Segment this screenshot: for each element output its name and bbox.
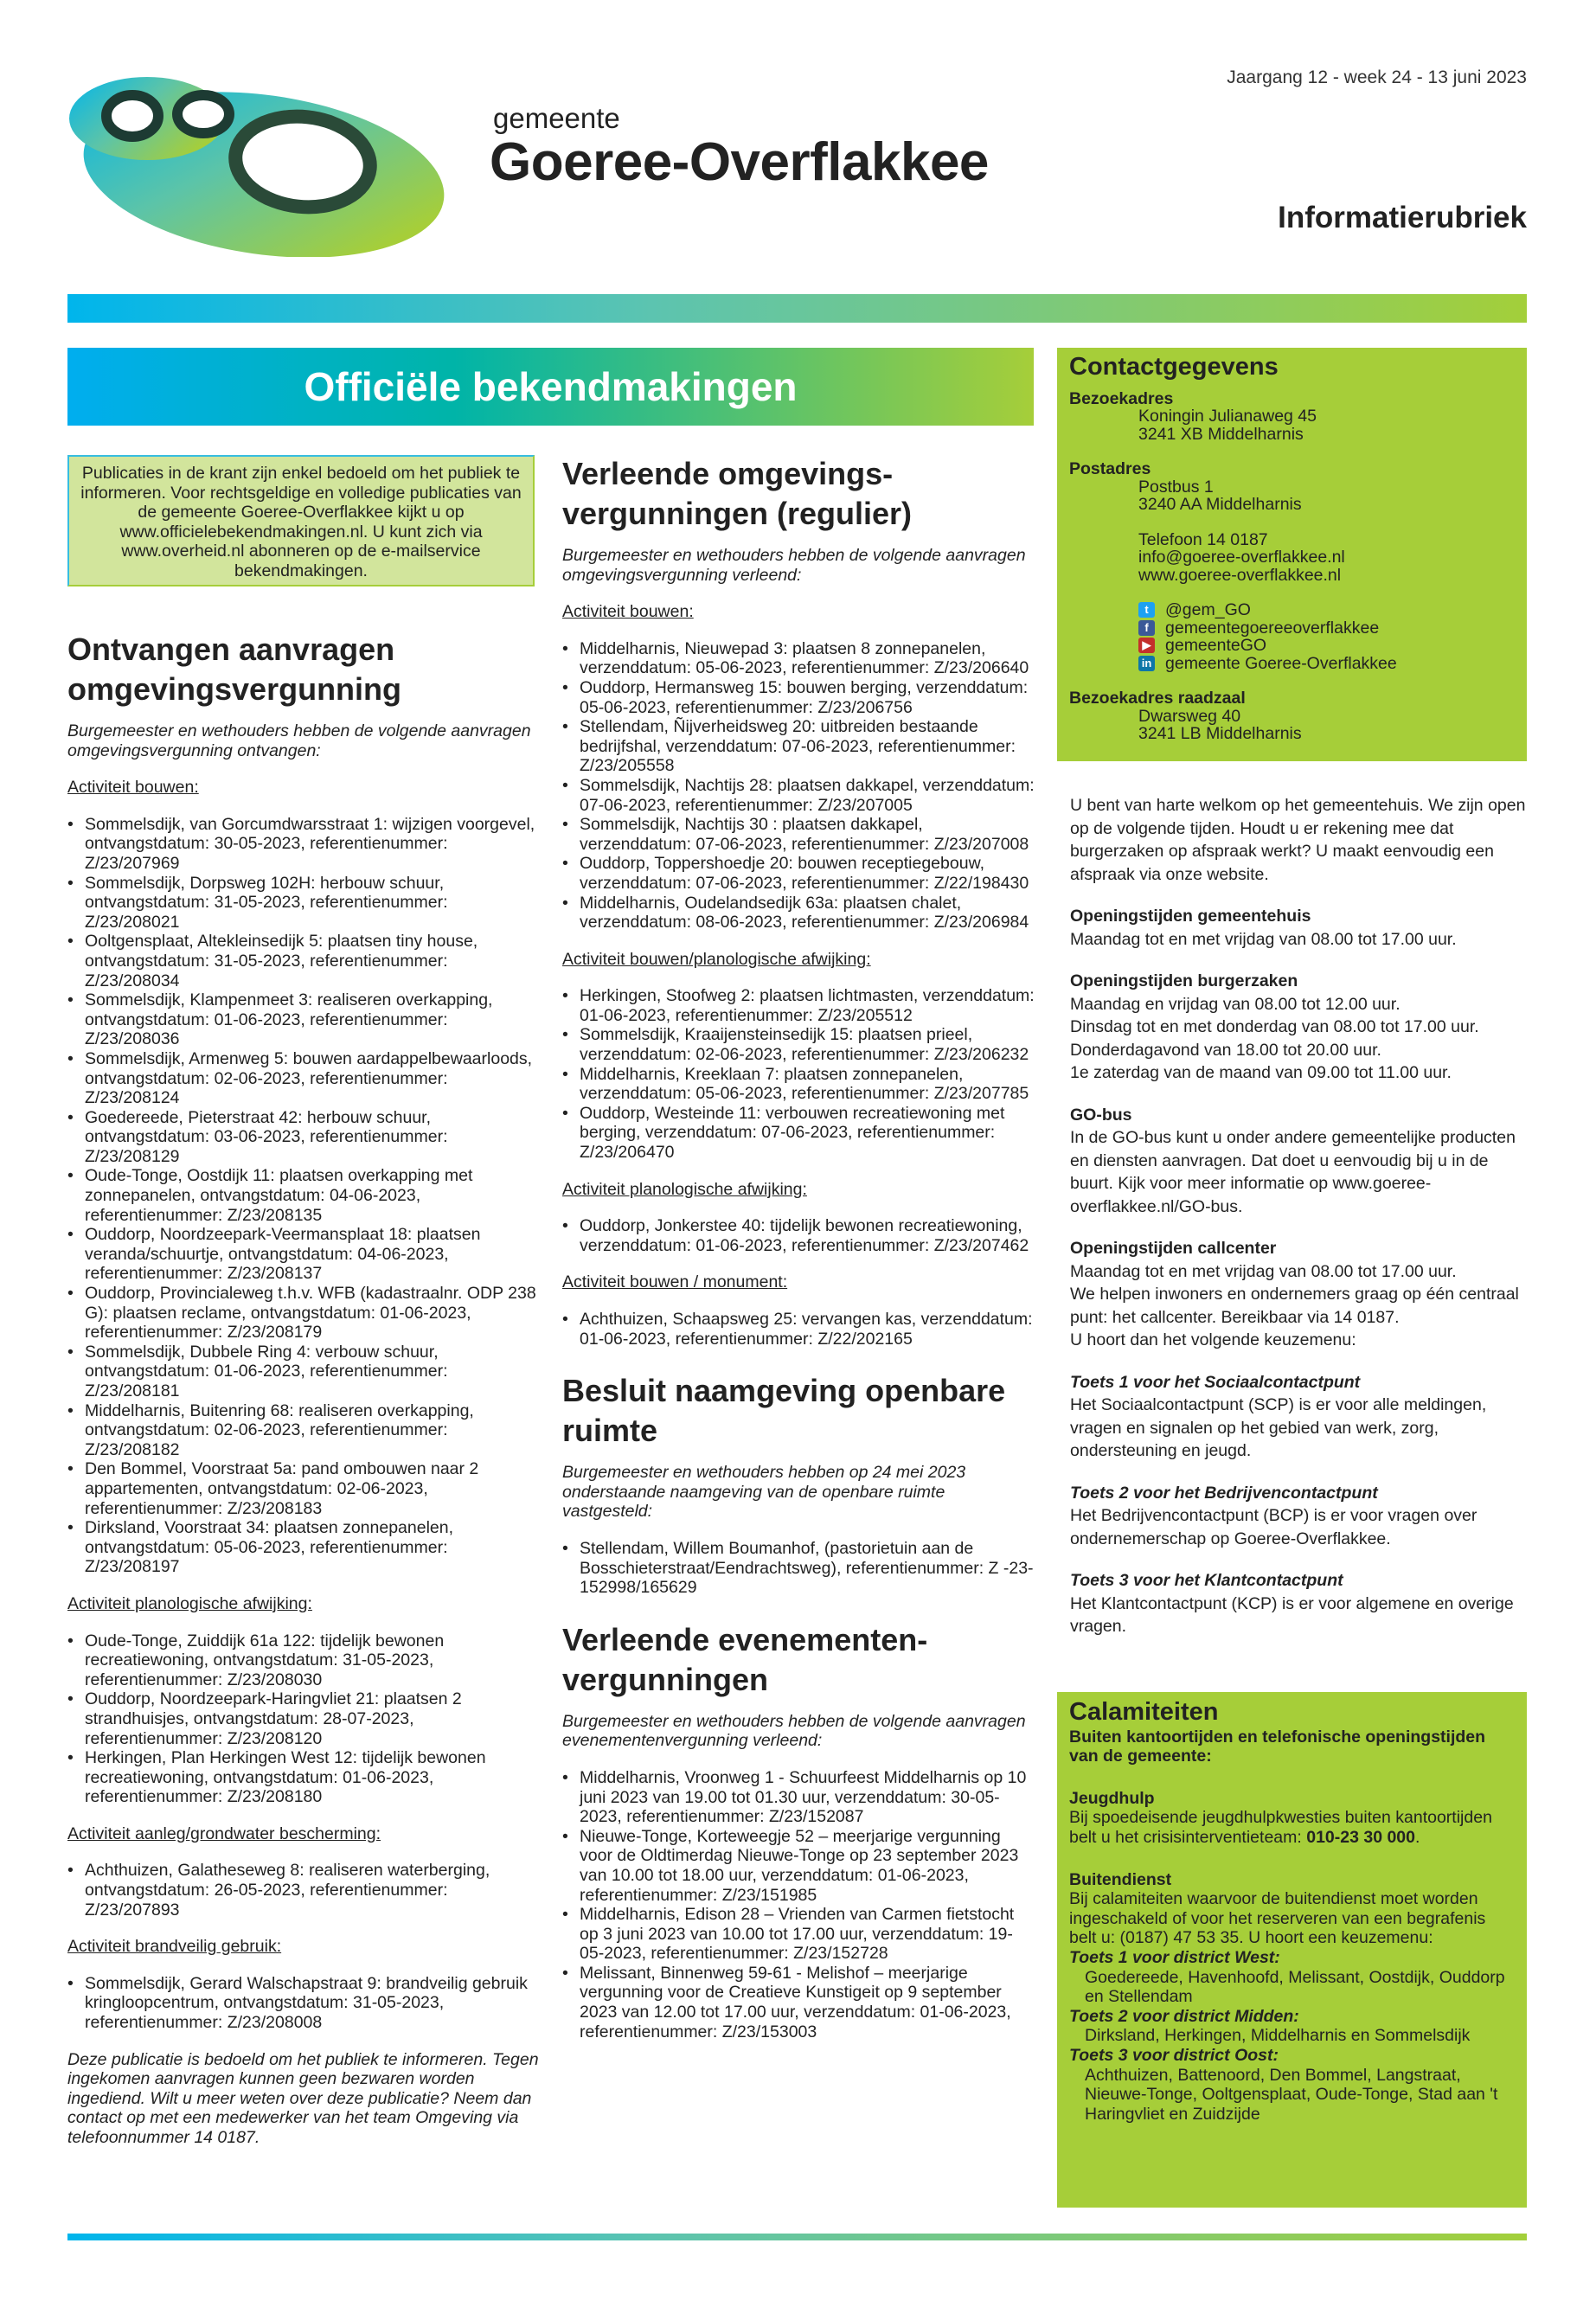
list-item: • Dirksland, Voorstraat 34: plaatsen zonnepanelen, ontvangstdatum: 05-06-2023, referentienummer: Z/23/208197 xyxy=(67,1518,545,1577)
email-link[interactable]: info@goeree-overflakkee.nl xyxy=(1138,548,1345,567)
activity-heading: Activiteit bouwen/planologische afwijking: xyxy=(562,949,871,969)
district-places: Achthuizen, Battenoord, Den Bommel, Langstraat, Nieuwe-Tonge, Ooltgensplaat, Oude-Tonge, Stad aan 't Haringvliet en Zuidzijde xyxy=(1085,2065,1498,2124)
banner-title: Officiële bekendmakingen xyxy=(304,364,798,409)
district-label: Toets 2 voor district Midden: xyxy=(1069,2006,1299,2026)
permit-list xyxy=(67,1974,545,2033)
list-item: • Sommelsdijk, Dubbele Ring 4: verbouw schuur, ontvangstdatum: 01-06-2023, referentienummer: Z/23/208181 xyxy=(67,1343,545,1401)
permit-list xyxy=(67,1861,545,1920)
activity-heading: Activiteit planologische afwijking: xyxy=(562,1179,807,1199)
social-label: gemeente Goeree-Overflakkee xyxy=(1165,653,1397,673)
visit-label: Bezoekadres xyxy=(1069,388,1174,408)
banner xyxy=(67,348,1034,426)
info-block-title: Openingstijden gemeentehuis xyxy=(1070,907,1311,926)
council-line: Dwarsweg 40 xyxy=(1138,706,1241,726)
list-item: • Ouddorp, Provincialeweg t.h.v. WFB (kadastraalnr. ODP 238 G): plaatsen reclame, ontvangstdatum: 01-06-2023, referentienummer: Z/23/208179 xyxy=(67,1284,545,1343)
youth-text xyxy=(1069,1808,1515,1847)
post-line: 3240 AA Middelharnis xyxy=(1138,495,1302,514)
permit-list xyxy=(67,1631,545,1807)
social-label: @gem_GO xyxy=(1165,600,1251,619)
municipality-logo xyxy=(65,71,445,257)
info-line: Het Klantcontactpunt (KCP) is er voor algemene en overige vragen. xyxy=(1070,1593,1514,1636)
activity-heading: Activiteit aanleg/grondwater bescherming: xyxy=(67,1823,381,1843)
list-item: • Ooltgensplaat, Altekleinsedijk 5: plaatsen tiny house, ontvangstdatum: 31-05-2023, referentienummer: Z/23/208034 xyxy=(67,932,545,990)
info-line: Maandag tot en met vrijdag van 08.00 tot 17.00 uur. xyxy=(1070,929,1457,949)
council-label: Bezoekadres raadzaal xyxy=(1069,689,1246,708)
district-label: Toets 3 voor district Oost: xyxy=(1069,2045,1279,2065)
list-item: • Middelharnis, Buitenring 68: realiseren overkapping, ontvangstdatum: 02-06-2023, referentienummer: Z/23/208182 xyxy=(67,1401,545,1460)
outdoor-text: Bij calamiteiten waarvoor de buitendienst moet worden ingeschakeld of voor het reserveren van een begrafenis belt u: (0187) 47 53 35. U hoort een keuzemenu: xyxy=(1069,1889,1486,1948)
activity-heading: Activiteit planologische afwijking: xyxy=(67,1593,312,1613)
info-block-title: Toets 3 voor het Klantcontactpunt xyxy=(1070,1571,1343,1590)
council-line: 3241 LB Middelharnis xyxy=(1138,724,1302,743)
district-places: Dirksland, Herkingen, Middelharnis en Sommelsdijk xyxy=(1085,2026,1471,2046)
list-item: • Sommelsdijk, Gerard Walschapstraat 9: brandveilig gebruik kringloopcentrum, ontvangstdatum: 31-05-2023, referentienummer: Z/23/208008 xyxy=(67,1974,545,2033)
list-item: • Middelharnis, Kreeklaan 7: plaatsen zonnepanelen, verzenddatum: 05-06-2023, referentienummer: Z/23/207785 xyxy=(562,1065,1036,1104)
list-item: • Sommelsdijk, Kraaijensteinsedijk 15: plaatsen prieel, verzenddatum: 02-06-2023, referentienummer: Z/23/206232 xyxy=(562,1025,1036,1064)
section-title: Verleende omgevings-vergunningen (regulier) xyxy=(562,456,913,531)
social-youtube[interactable] xyxy=(1069,637,1515,655)
list-item: • Middelharnis, Oudelandsedijk 63a: plaatsen chalet, verzenddatum: 08-06-2023, referentienummer: Z/23/206984 xyxy=(562,894,1036,933)
phone: Telefoon 14 0187 xyxy=(1138,529,1268,549)
footer-note: Deze publicatie is bedoeld om het publiek te informeren. Tegen ingekomen aanvragen kunnen geen bezwaren worden ingediend. Wilt u meer weten over deze publicatie? Neem dan contact op met een medewerker van het team Omgeving via telefoonnummer 14 0187. xyxy=(67,2049,539,2147)
info-line: In de GO-bus kunt u onder andere gemeentelijke producten en diensten aanvragen. Dat doet u eenvoudig bij u in de buurt. Kijk voor meer informatie op www.goeree-overflakkee.nl/GO-bus. xyxy=(1070,1128,1516,1216)
list-item: • Nieuwe-Tonge, Korteweegje 52 – meerjarige vergunning voor de Oldtimerdag Nieuwe-Tonge op 23 september 2023 van 10.00 tot 18.00 uur, verzenddatum: 01-06-2023, referentienummer: Z/23/151985 xyxy=(562,1827,1036,1905)
website-link[interactable]: www.goeree-overflakkee.nl xyxy=(1138,565,1342,585)
activity-heading: Activiteit bouwen: xyxy=(562,602,694,622)
info-block xyxy=(1070,1104,1533,1219)
info-line: Maandag en vrijdag van 08.00 tot 12.00 uur. xyxy=(1070,994,1401,1014)
info-block xyxy=(1070,970,1533,1085)
list-item: • Oude-Tonge, Oostdijk 11: plaatsen overkapping met zonnepanelen, ontvangstdatum: 04-06-2023, referentienummer: Z/23/208135 xyxy=(67,1166,545,1225)
permit-list xyxy=(562,986,1036,1162)
info-block-title: Openingstijden burgerzaken xyxy=(1070,971,1298,990)
info-block-title: Toets 1 voor het Sociaalcontactpunt xyxy=(1070,1372,1361,1392)
list-item: • Ouddorp, Hermansweg 15: bouwen berging, verzenddatum: 05-06-2023, referentienummer: Z/23/206756 xyxy=(562,678,1036,717)
list-item: • Stellendam, Ñijverheidsweg 20: uitbreiden bestaande bedrijfshal, verzenddatum: 07-06-2023, referentienummer: Z/23/205558 xyxy=(562,717,1036,776)
list-item: • Oude-Tonge, Zuiddijk 61a 122: tijdelijk bewonen recreatiewoning, ontvangstdatum: 31-05-2023, referentienummer: Z/23/208030 xyxy=(67,1631,545,1690)
info-block xyxy=(1070,905,1533,951)
visit-line: 3241 XB Middelharnis xyxy=(1138,424,1304,444)
list-item: • Sommelsdijk, Nachtijs 28: plaatsen dakkapel, verzenddatum: 07-06-2023, referentienummer: Z/23/207005 xyxy=(562,776,1036,815)
info-block xyxy=(1070,1237,1533,1352)
contact-title: Contactgegevens xyxy=(1069,353,1279,381)
column-received-applications xyxy=(67,630,545,2165)
list-item: • Sommelsdijk, van Gorcumdwarsstraat 1: wijzigen voorgevel, ontvangstdatum: 30-05-2023, referentienummer: Z/23/207969 xyxy=(67,815,545,874)
info-block-title: Openingstijden callcenter xyxy=(1070,1239,1277,1258)
social-facebook[interactable] xyxy=(1069,619,1515,638)
calamities-title: Calamiteiten xyxy=(1069,1698,1219,1726)
list-item: • Herkingen, Plan Herkingen West 12: tijdelijk bewonen recreatiewoning, ontvangstdatum: 01-06-2023, referentienummer: Z/23/208180 xyxy=(67,1748,545,1807)
info-block xyxy=(1070,1569,1533,1638)
calamities-subtitle: Buiten kantoortijden en telefonische openingstijden van de gemeente: xyxy=(1069,1727,1486,1766)
youth-text-end: . xyxy=(1415,1827,1420,1847)
activity-heading: Activiteit bouwen / monument: xyxy=(562,1272,788,1292)
list-item: • Middelharnis, Vroonweg 1 - Schuurfeest Middelharnis op 10 juni 2023 van 19.00 tot 01.30 uur, verzenddatum: 30-05-2023, referentienummer: Z/23/152087 xyxy=(562,1768,1036,1827)
list-item: • Achthuizen, Schaapsweg 25: vervangen kas, verzenddatum: 01-06-2023, referentienummer: Z/22/202165 xyxy=(562,1310,1036,1349)
outdoor-title: Buitendienst xyxy=(1069,1869,1172,1889)
list-item: • Middelharnis, Nieuwepad 3: plaatsen 8 zonnepanelen, verzenddatum: 05-06-2023, referentienummer: Z/23/206640 xyxy=(562,639,1036,678)
issue-date: Jaargang 12 - week 24 - 13 juni 2023 xyxy=(1227,67,1527,87)
visit-line: Koningin Julianaweg 45 xyxy=(1138,407,1317,426)
info-line: Donderdagavond van 18.00 tot 20.00 uur. xyxy=(1070,1040,1381,1060)
post-line: Postbus 1 xyxy=(1138,477,1214,497)
facebook-icon: f xyxy=(1138,620,1155,636)
social-twitter[interactable] xyxy=(1069,601,1515,619)
permit-list xyxy=(67,815,545,1577)
column-granted-permits xyxy=(562,454,1036,2059)
info-line: U hoort dan het volgende keuzemenu: xyxy=(1070,1330,1356,1349)
gradient-divider xyxy=(67,294,1527,323)
info-block-title: Toets 2 voor het Bedrijvencontactpunt xyxy=(1070,1483,1378,1503)
info-block xyxy=(1070,1482,1533,1551)
section-intro: Burgemeester en wethouders hebben de volgende aanvragen omgevingsvergunning verleend: xyxy=(562,546,1026,585)
permit-list xyxy=(562,1768,1036,2041)
info-line: Maandag tot en met vrijdag van 08.00 tot 17.00 uur. xyxy=(1070,1261,1457,1281)
column-info xyxy=(1070,794,1533,1657)
list-item: • Sommelsdijk, Klampenmeet 3: realiseren overkapping, ontvangstdatum: 01-06-2023, referentienummer: Z/23/208036 xyxy=(67,990,545,1049)
section-intro: Burgemeester en wethouders hebben op 24 mei 2023 onderstaande naamgeving van de openbare ruimte vastgesteld: xyxy=(562,1463,966,1522)
permit-list xyxy=(562,1216,1036,1255)
section-title: Besluit naamgeving openbare ruimte xyxy=(562,1373,1006,1449)
list-item: • Ouddorp, Jonkerstee 40: tijdelijk bewonen recreatiewoning, verzenddatum: 01-06-2023, referentienummer: Z/23/207462 xyxy=(562,1216,1036,1255)
section-title: Ontvangen aanvragen omgevingsvergunning xyxy=(67,631,402,707)
list-item: • Achthuizen, Galatheseweg 8: realiseren waterberging, ontvangstdatum: 26-05-2023, referentienummer: Z/23/207893 xyxy=(67,1861,545,1920)
list-item: • Stellendam, Willem Boumanhof, (pastorietuin aan de Bosschieterstraat/Eendrachtsweg), referentienummer: Z -23-152998/165629 xyxy=(562,1539,1036,1598)
district-label: Toets 1 voor district West: xyxy=(1069,1947,1280,1967)
contact-box xyxy=(1057,348,1527,761)
list-item: • Ouddorp, Toppershoedje 20: bouwen receptiegebouw, verzenddatum: 07-06-2023, referentienummer: Z/22/198430 xyxy=(562,854,1036,893)
info-line: Het Sociaalcontactpunt (SCP) is er voor alle meldingen, vragen en signalen op het gebied van werk, zorg, ondersteuning en jeugd. xyxy=(1070,1395,1487,1460)
logo-title: Goeree-Overflakkee xyxy=(490,132,989,192)
social-label: gemeenteGO xyxy=(1165,636,1267,655)
list-item: • Melissant, Binnenweg 59-61 - Melishof – meerjarige vergunning voor de Creatieve Kunstigeit op 9 september 2023 van 12.00 tot 17.00 uur, verzenddatum: 01-06-2023, referentienummer: Z/23/153003 xyxy=(562,1964,1036,2041)
linkedin-icon: in xyxy=(1138,656,1155,671)
section-title: Verleende evenementen-vergunningen xyxy=(562,1621,928,1697)
info-block xyxy=(1070,1371,1533,1463)
list-item: • Den Bommel, Voorstraat 5a: pand ombouwen naar 2 appartementen, ontvangstdatum: 02-06-2023, referentienummer: Z/23/208183 xyxy=(67,1459,545,1518)
notice-box: Publicaties in de krant zijn enkel bedoeld om het publiek te informeren. Voor rechtsgeldige en volledige publicaties van de gemeente Goeree-Overflakkee kijkt u op www.officielebekendmakingen.nl. U kunt zich via www.overheid.nl abonneren op de e-mailservice bekendmakingen. xyxy=(67,455,535,586)
logo-subtitle: gemeente xyxy=(493,102,620,134)
list-item: • Goedereede, Pieterstraat 42: herbouw schuur, ontvangstdatum: 03-06-2023, referentienummer: Z/23/208129 xyxy=(67,1108,545,1167)
info-line: We helpen inwoners en ondernemers graag op één centraal punt: het callcenter. Bereikbaar via 14 0187. xyxy=(1070,1285,1519,1327)
youth-text-body: Bij spoedeisende jeugdhulpkwesties buiten kantoortijden belt u het crisisinterventieteam: xyxy=(1069,1808,1492,1847)
section-title: Informatierubriek xyxy=(1278,201,1527,234)
youth-phone: 010-23 30 000 xyxy=(1306,1827,1415,1847)
bottom-divider xyxy=(67,2234,1527,2240)
social-linkedin[interactable] xyxy=(1069,655,1515,673)
permit-list xyxy=(562,639,1036,933)
youtube-icon: ▶ xyxy=(1138,638,1155,653)
info-line: 1e zaterdag van de maand van 09.00 tot 11.00 uur. xyxy=(1070,1063,1452,1082)
list-item: • Middelharnis, Edison 28 – Vrienden van Carmen fietstocht op 3 juni 2023 van 10.00 tot 17.00 uur, verzenddatum: 19-05-2023, referentienummer: Z/23/152728 xyxy=(562,1905,1036,1964)
info-line: Dinsdag tot en met donderdag van 08.00 tot 17.00 uur. xyxy=(1070,1017,1479,1036)
district-places: Goedereede, Havenhoofd, Melissant, Oostdijk, Ouddorp en Stellendam xyxy=(1085,1967,1505,2007)
list-item: • Sommelsdijk, Nachtijs 30 : plaatsen dakkapel, verzenddatum: 07-06-2023, referentienummer: Z/23/207008 xyxy=(562,815,1036,854)
post-label: Postadres xyxy=(1069,459,1151,478)
list-item: • Ouddorp, Noordzeepark-Haringvliet 21: plaatsen 2 strandhuisjes, ontvangstdatum: 28-07-2023, referentienummer: Z/23/208120 xyxy=(67,1689,545,1748)
list-item: • Sommelsdijk, Dorpsweg 102H: herbouw schuur, ontvangstdatum: 31-05-2023, referentienummer: Z/23/208021 xyxy=(67,874,545,933)
welcome-text: U bent van harte welkom op het gemeentehuis. We zijn open op de volgende tijden. Houdt u er rekening mee dat burgerzaken op afspraak werkt? U maakt eenvoudig een afspraak via onze website. xyxy=(1070,796,1526,884)
youth-title: Jeugdhulp xyxy=(1069,1788,1155,1808)
list-item: • Ouddorp, Westeinde 11: verbouwen recreatiewoning met berging, verzenddatum: 07-06-2023, referentienummer: Z/23/206470 xyxy=(562,1104,1036,1163)
section-intro: Burgemeester en wethouders hebben de volgende aanvragen evenementenvergunning verleend: xyxy=(562,1711,1026,1751)
social-label: gemeentegoereeoverflakkee xyxy=(1165,618,1380,638)
list-item: • Herkingen, Stoofweg 2: plaatsen lichtmasten, verzenddatum: 01-06-2023, referentienummer: Z/23/205512 xyxy=(562,986,1036,1025)
twitter-icon: t xyxy=(1138,602,1155,618)
list-item: • Ouddorp, Noordzeepark-Veermansplaat 18: plaatsen veranda/schuurtje, ontvangstdatum: 04-06-2023, referentienummer: Z/23/208137 xyxy=(67,1225,545,1284)
info-line: Het Bedrijvencontactpunt (BCP) is er voor vragen over ondernemerschap op Goeree-Overflakkee. xyxy=(1070,1506,1477,1548)
permit-list xyxy=(562,1310,1036,1349)
activity-heading: Activiteit bouwen: xyxy=(67,778,199,798)
section-intro: Burgemeester en wethouders hebben de volgende aanvragen omgevingsvergunning ontvangen: xyxy=(67,721,531,760)
activity-heading: Activiteit brandveilig gebruik: xyxy=(67,1937,282,1957)
calamities-box xyxy=(1057,1692,1527,2208)
info-block-title: GO-bus xyxy=(1070,1105,1132,1125)
permit-list xyxy=(562,1539,1036,1598)
list-item: • Sommelsdijk, Armenweg 5: bouwen aardappelbewaarloods, ontvangstdatum: 02-06-2023, referentienummer: Z/23/208124 xyxy=(67,1049,545,1108)
